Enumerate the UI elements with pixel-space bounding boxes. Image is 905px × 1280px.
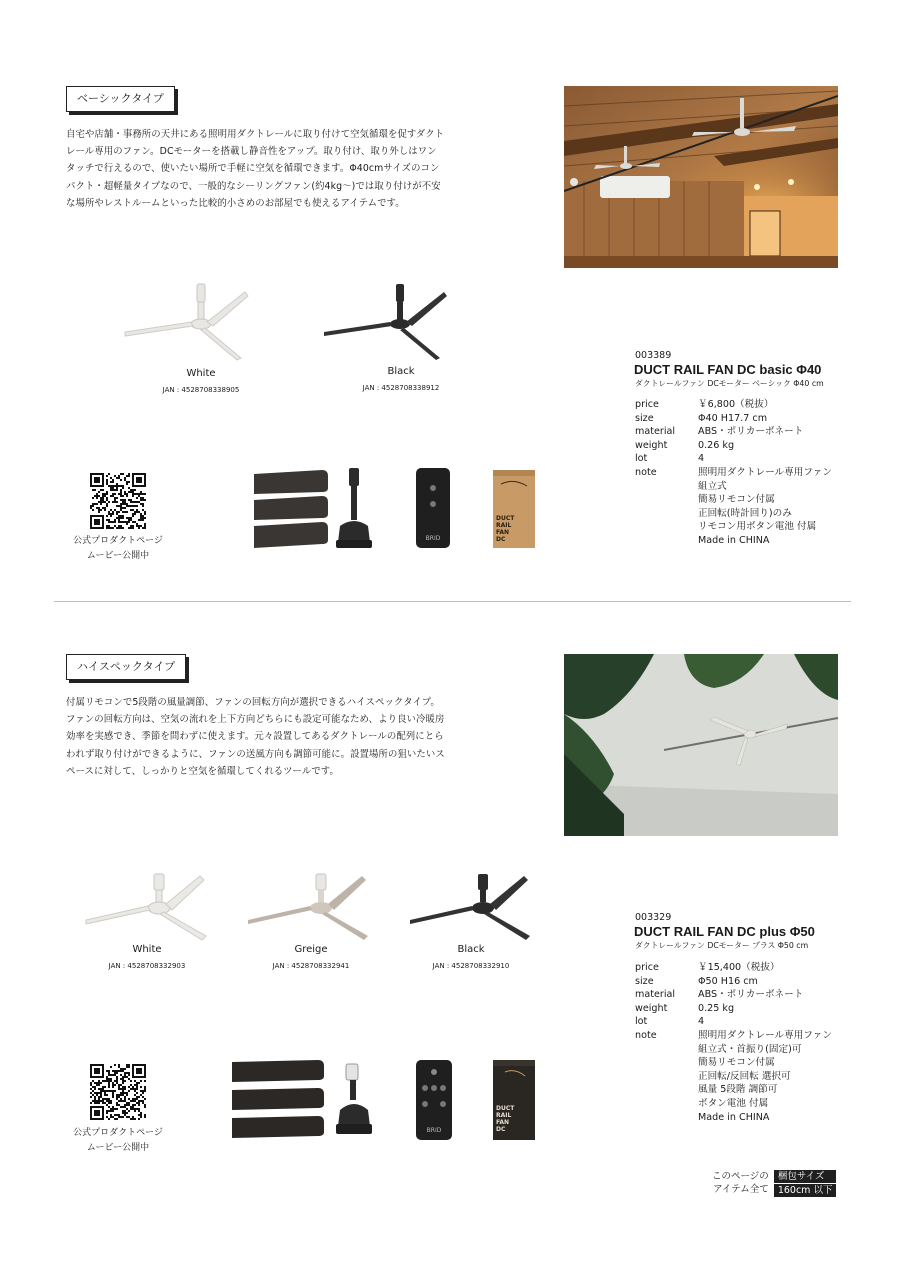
fan-black-illustration <box>406 872 556 952</box>
fan-color-name: White <box>186 368 216 379</box>
box-label-line: RAIL <box>496 1112 512 1119</box>
note-line: アイテム全て <box>713 1184 769 1195</box>
product-code: 003329 <box>635 912 672 923</box>
product-name: DUCT RAIL FAN DC basic Φ40 <box>634 362 822 377</box>
box-label-line: FAN <box>496 1119 510 1126</box>
section-tag-basic: ベーシックタイプ <box>66 86 175 112</box>
box-label-line: DC <box>496 1126 506 1133</box>
accessory-package-basic <box>491 468 537 554</box>
spec-row: material ABS・ポリカーボネート <box>635 989 804 1001</box>
spec-row: 正回転/反回転 選択可 <box>698 1070 791 1082</box>
spec-row: リモコン用ボタン電池 付属 <box>698 521 817 533</box>
spec-row: 組立式・首振り(固定)可 <box>698 1043 802 1055</box>
spec-row: note 照明用ダクトレール専用ファン <box>635 466 832 478</box>
badge-line: 梱包サイズ <box>774 1170 837 1183</box>
product-name: DUCT RAIL FAN DC plus Φ50 <box>634 924 815 939</box>
fan-jan-code: JAN : 4528708338905 <box>162 386 240 394</box>
spec-row: lot 4 <box>635 1016 705 1028</box>
accessory-remote-basic <box>414 466 452 554</box>
spec-row: 簡易リモコン付属 <box>698 1057 775 1069</box>
box-label-line: RAIL <box>496 522 512 529</box>
spec-row: price ￥15,400（税抜） <box>635 962 780 973</box>
fan-color-name: Black <box>457 944 485 955</box>
fan-greige-illustration <box>244 872 394 952</box>
fan-jan-code: JAN : 4528708332910 <box>432 962 510 970</box>
qr-code[interactable] <box>90 473 146 529</box>
package-box-icon <box>491 1058 537 1142</box>
fan-jan-code: JAN : 4528708338912 <box>362 384 440 392</box>
spec-row: size Φ40 H17.7 cm <box>635 412 768 424</box>
spec-row: size Φ50 H16 cm <box>635 975 758 987</box>
spec-row: 正回転(時計回り)のみ <box>698 507 792 519</box>
fan-color-name: White <box>132 944 162 955</box>
fan-color-name: Black <box>387 366 415 377</box>
qr-code-icon <box>90 1064 146 1120</box>
qr-caption: 公式プロダクトページ ムービー公開中 <box>73 1128 163 1153</box>
spec-row: 簡易リモコン付属 <box>698 494 775 506</box>
spec-row: 風量 5段階 調節可 <box>698 1084 778 1096</box>
spec-row: Made in CHINA <box>698 1111 770 1123</box>
qr-caption: 公式プロダクトページ ムービー公開中 <box>73 536 163 561</box>
accessory-remote-plus <box>414 1058 454 1146</box>
spec-row: lot 4 <box>635 453 705 465</box>
accessory-blades-plus <box>230 1058 326 1146</box>
spec-table <box>635 961 832 1124</box>
spec-row: ボタン電池 付属 <box>698 1097 769 1109</box>
fan-image-black-basic <box>320 280 470 370</box>
remote-brand-label: BRID <box>426 1127 442 1134</box>
product-code: 003389 <box>635 350 672 361</box>
spec-row: material ABS・ポリカーボネート <box>635 426 804 438</box>
qr-code-icon <box>90 473 146 529</box>
accessory-package-plus <box>491 1058 537 1146</box>
section-divider <box>54 601 851 602</box>
spec-row: price ￥6,800（税抜） <box>635 399 774 410</box>
product-subtitle: ダクトレールファン DCモーター プラス Φ50 cm <box>635 941 809 950</box>
accessory-motor-basic <box>334 466 374 554</box>
fan-black-illustration <box>320 280 470 370</box>
box-label-line: FAN <box>496 529 510 536</box>
badge-line: 160cm 以下 <box>774 1184 837 1197</box>
remote-control-icon <box>414 466 452 550</box>
remote-control-icon <box>414 1058 454 1142</box>
motor-icon <box>334 1062 374 1138</box>
remote-brand-label: BRID <box>425 535 441 542</box>
package-size-note <box>712 1170 836 1197</box>
fan-white-illustration <box>82 872 232 952</box>
lifestyle-photo-white-ceiling <box>564 654 838 836</box>
spec-row: Made in CHINA <box>698 534 770 546</box>
fan-jan-code: JAN : 4528708332941 <box>272 962 350 970</box>
spec-row: 組立式 <box>698 480 727 492</box>
section-description-highspec: 付属リモコンで5段階の風量調節、ファンの回転方向が選択できるハイスペックタイプ。 ファンの回転方向は、空気の流れを上下方向どちらにも設定可能なため、より良い冷暖房 効率を実感でき、季節を問わずに使えます。元々設置してあるダクトレールの配列にとら われず取り付けができるように、ファンの送風方向も調節可能に。設置場所の狙いたいス ペースに対して、しっかりと空気を循環してくれるツールです。 <box>66 697 445 777</box>
spec-row: note 照明用ダクトレール専用ファン <box>635 1029 832 1041</box>
product-subtitle: ダクトレールファン DCモーター ベーシック Φ40 cm <box>635 379 824 388</box>
accessory-blades-basic <box>252 468 332 556</box>
section-tag-highspec: ハイスペックタイプ <box>66 654 186 680</box>
section-description-basic: 自宅や店舗・事務所の天井にある照明用ダクトレールに取り付けて空気循環を促すダクト レール専用のファン。DCモーターを搭載し静音性をアップ。取り付け、取り外しはワン タッチで行えるので、使いたい場所で手軽に空気を循環できます。Φ40cmサイズのコン パクト・超軽量タイプなので、一般的なシーリングファン(約4kg〜)では取り付けが不安 な場所やレストルームといった比較的小さめのお部屋でも使えるアイテムです。 <box>66 129 445 209</box>
photo-wooden-ceiling-illustration <box>564 86 838 268</box>
box-label-line: DUCT <box>496 515 515 522</box>
accessory-motor-plus <box>334 1062 374 1142</box>
fan-jan-code: JAN : 4528708332903 <box>108 962 186 970</box>
box-label-line: DC <box>496 536 506 543</box>
qr-code[interactable] <box>90 1064 146 1120</box>
blades-icon <box>252 468 332 552</box>
box-label-line: DUCT <box>496 1105 515 1112</box>
spec-row: weight 0.26 kg <box>635 439 735 451</box>
fan-white-illustration <box>121 280 271 370</box>
spec-table <box>635 398 832 548</box>
motor-icon <box>334 466 374 550</box>
package-size-badge <box>774 1170 837 1197</box>
note-line: このページの <box>712 1171 769 1182</box>
blades-icon <box>230 1058 326 1142</box>
spec-row: weight 0.25 kg <box>635 1002 735 1014</box>
lifestyle-photo-wooden-ceiling <box>564 86 838 268</box>
fan-color-name: Greige <box>294 944 328 955</box>
fan-image-white-basic <box>121 280 271 370</box>
package-box-icon <box>491 468 537 550</box>
photo-white-ceiling-illustration <box>564 654 838 836</box>
